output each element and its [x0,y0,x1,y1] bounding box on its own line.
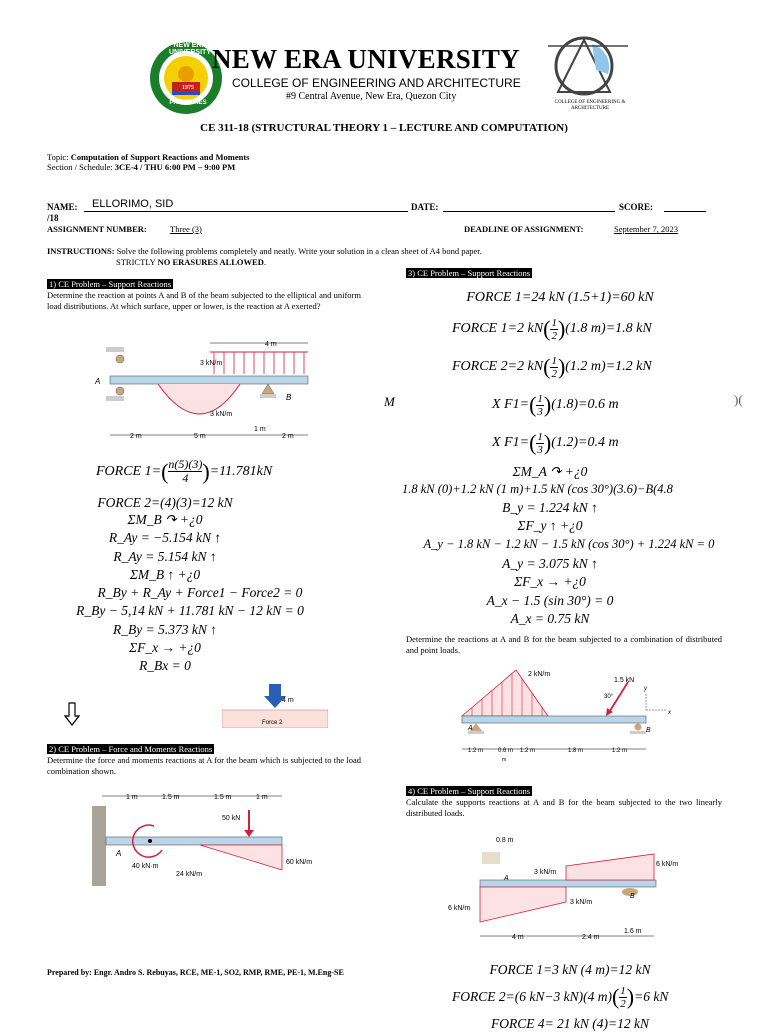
p1-eq-6: R_By = 5.373 kN ↑ [113,622,217,637]
problem3-diagram [458,664,688,764]
instructions-text: Solve the following problems completely and neatly. Write your solution in a clean sheet of A4 bond paper. [116,246,482,256]
p4-lower-load [480,887,566,922]
svg-text:3 kN/m: 3 kN/m [570,899,593,906]
p3-line-6: ΣF_x → +¿0 [514,574,586,589]
svg-text:6 kN/m: 6 kN/m [448,905,471,912]
svg-text:B: B [646,727,651,734]
p1-beam [110,376,308,384]
svg-text:B: B [630,893,635,900]
svg-text:1.2 m: 1.2 m [468,748,484,754]
p1-elliptical-load [158,384,240,414]
svg-text:1.2 m: 1.2 m [520,748,536,754]
p1-eq-3: ΣM_B ↑ +¿0 [129,567,201,582]
p1-dim4: 2 m [282,433,294,440]
p1-eq-2: R_Ay = 5.154 kN ↑ [113,549,217,564]
p1-dim1: 2 m [130,433,142,440]
p3-line-8: A_x = 0.75 kN [510,611,590,626]
university-name: NEW ERA UNIVERSITY [212,44,520,74]
score-total: /18 [47,213,59,223]
svg-text:1.2 m: 1.2 m [612,748,628,754]
problem4-heading: 4) CE Problem – Support Reactions [408,786,531,796]
svg-text:m: m [502,757,507,763]
problem1-diagram [90,334,330,444]
p2-wall [92,806,106,886]
p3-force2: FORCE 2=2 kN ( 1 2 ) (1.2 m)=1.2 kN [452,354,652,380]
score-label: SCORE: [619,202,654,212]
svg-text:30°: 30° [604,694,614,700]
svg-text:A: A [468,725,473,732]
p1-eq-4: R_By + R_Ay + Force1 − Force2 = 0 [97,585,303,600]
svg-text:1.8 m: 1.8 m [568,748,584,754]
section-label: Section / Schedule: [47,162,113,172]
deadline-label: DEADLINE OF ASSIGNMENT: [464,224,584,234]
instructions [47,246,647,257]
section-value: 3CE-4 / THU 6:00 PM – 9:00 PM [114,162,236,172]
topic-value: Computation of Support Reactions and Moments [70,152,250,162]
svg-text:y: y [644,686,647,692]
problem2-diagram [92,790,322,886]
problem4-diagram [448,830,698,944]
svg-text:x: x [668,710,671,716]
p3-line-2: B_y = 1.224 kN ↑ [502,500,598,515]
assignment-label: ASSIGNMENT NUMBER: [47,224,147,234]
svg-text:3 kN/m: 3 kN/m [534,869,557,876]
date-field-line[interactable] [443,211,615,212]
p2-distributed-load [200,845,282,870]
svg-text:24 kN/m: 24 kN/m [176,871,203,878]
score-field-line[interactable] [664,211,706,212]
section-line [47,162,235,173]
stray-m: M [384,394,395,409]
p3-force1b: FORCE 1=2 kN ( 1 2 ) (1.8 m)=1.8 kN [452,316,652,342]
name-label: NAME: [47,202,78,212]
p1-dim2: 5 m [194,433,206,440]
p1-eq-8: R_Bx = 0 [139,658,191,673]
svg-text:2.4 m: 2.4 m [582,934,600,941]
course-title: CE 311-18 (STRUCTURAL THEORY 1 – LECTURE AND COMPUTATION) [200,122,568,134]
force2-thumbnail [222,684,328,728]
topic-label: Topic: [47,152,69,162]
p1-eq-5: R_By − 5,14 kN + 11.781 kN − 12 kN = 0 [76,603,304,618]
svg-text:50 kN: 50 kN [222,815,241,822]
problem2-text: Determine the force and moments reactions at A for the beam which is subjected to the load combination shown. [47,755,361,776]
svg-text:6 kN/m: 6 kN/m [656,861,679,868]
problem3-heading: 3) CE Problem – Support Reactions [408,268,531,278]
svg-text:0.6 m: 0.6 m [498,748,514,754]
seal-country: PHILIPPINES [169,100,207,106]
down-arrow-icon [64,702,80,726]
p3-x2: X F1= ( 1 3 ) (1.2)=0.4 m [492,430,619,456]
p4-upper-load [566,854,654,880]
p3-line-5: A_y = 3.075 kN ↑ [502,556,598,571]
svg-text:2 kN/m: 2 kN/m [528,671,551,678]
seal-text: NEW ERA UNIVERSITY [168,42,211,56]
assignment-value: Three (3) [170,224,202,234]
svg-text:60 kN/m: 60 kN/m [286,859,313,866]
svg-text:Force 2: Force 2 [262,720,283,726]
college-logo [548,34,628,102]
seal-year: 1975 [176,85,200,91]
p1-load-bottom: 3 kN/m [210,411,233,418]
instructions-strict: STRICTLY NO ERASURES ALLOWED. [116,257,266,267]
p1-load-top: 3 kN/m [200,360,223,367]
svg-text:1.5 kN: 1.5 kN [614,677,635,684]
svg-text:1 m: 1 m [126,794,138,801]
p3-line-0: ΣM_A ↷ +¿0 [512,464,588,479]
svg-text:A: A [504,875,509,882]
p1-top-dim: 4 m [265,341,277,348]
p1-eq-1: R_Ay = −5.154 kN ↑ [108,530,222,545]
name-field-line[interactable] [84,211,408,212]
problem1-text: Determine the reaction at points A and B of the beam subjected to the elliptical and uniform load distributions. At which surface, upper or lower, is the reaction at A exerted? [47,290,361,311]
p1-label-a: A [95,377,101,386]
svg-text:4 m: 4 m [282,697,294,704]
date-label: DATE: [411,202,439,212]
p1-force2: FORCE 2=(4)(3)=12 kN [97,495,233,510]
p1-dim3: 1 m [254,426,266,433]
svg-text:1 m: 1 m [256,794,268,801]
p4-eq3: FORCE 4= 21 kN (4)=12 kN [490,1016,650,1031]
college-logo-text: COLLEGE OF ENGINEERING & ARCHITECTURE [554,100,626,111]
svg-text:1.5 m: 1.5 m [214,794,232,801]
p3-line-1: 1.8 kN (0)+1.2 kN (1 m)+1.5 kN (cos 30°)(3.6)−B(4.8 [402,482,673,496]
svg-text:0.8 m: 0.8 m [496,837,514,844]
stray-right: )( [734,392,743,407]
p1-eq-0: ΣM_B ↷ +¿0 [127,512,203,527]
instructions-label: INSTRUCTIONS: [47,246,115,256]
problem3-text: Determine the reactions at A and B for the beam subjected to a combination of distributed and point loads. [406,634,722,655]
p3-beam [462,716,646,723]
footer-prepared-by: Prepared by: Engr. Andro S. Rebuyas, RCE, ME-1, SO2, RMP, RME, PE-1, M.Eng-SE [47,968,344,977]
p1-eq-7: ΣF_x → +¿0 [129,640,201,655]
svg-text:1.5 m: 1.5 m [162,794,180,801]
deadline-value: September 7, 2023 [614,224,678,234]
name-value: ELLORIMO, SID [92,198,174,210]
p1-uniform-load [214,352,304,374]
college-name: COLLEGE OF ENGINEERING AND ARCHITECTURE [232,76,521,90]
university-address: #9 Central Avenue, New Era, Quezon City [286,91,457,102]
p3-x1: X F1= ( 1 3 ) (1.8)=0.6 m [492,392,619,418]
svg-text:1.6 m: 1.6 m [624,928,642,935]
p1-label-b: B [286,393,292,402]
p1-force1: FORCE 1= ( n(5)(3) 4 ) =11.781kN [96,457,273,485]
problem2-heading: 2) CE Problem – Force and Moments Reactions [49,744,213,754]
problem1-heading: 1) CE Problem – Support Reactions [49,279,172,289]
p3-line-3: ΣF_y ↑ +¿0 [517,518,583,533]
p4-eq1: FORCE 1=3 kN (4 m)=12 kN [489,962,651,977]
p3-line-4: A_y − 1.8 kN − 1.2 kN − 1.5 kN (cos 30°) + 1.224 kN = 0 [423,537,715,551]
p4-eq2: FORCE 2=(6 kN−3 kN)(4 m) ( 1 2 ) =6 kN [452,984,669,1010]
problem4-text: Calculate the supports reactions at A and B for the beam subjected to the two linearly distributed loads. [406,797,722,818]
svg-text:4 m: 4 m [512,934,524,941]
p3-force1a: FORCE 1=24 kN (1.5+1)=60 kN [466,290,654,305]
svg-text:40 kN·m: 40 kN·m [132,863,159,870]
svg-text:A: A [116,849,122,858]
p3-line-7: A_x − 1.5 (sin 30°) = 0 [486,593,614,608]
